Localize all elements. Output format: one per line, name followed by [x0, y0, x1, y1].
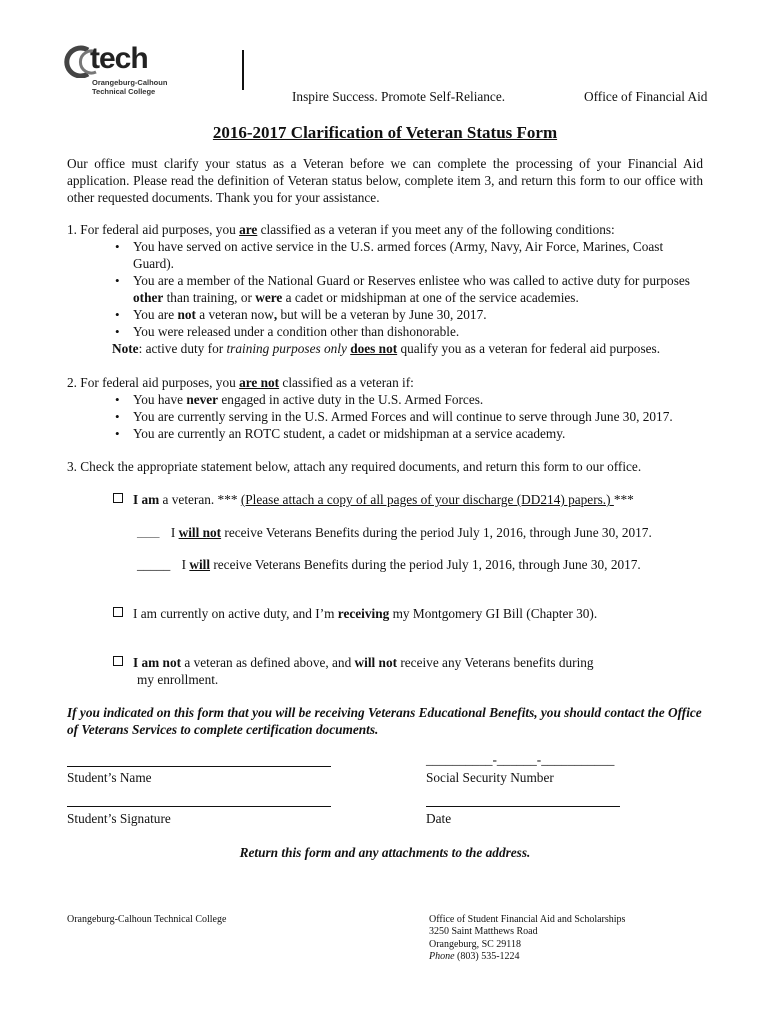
ssn-field[interactable]: __________-______-___________: [426, 752, 615, 767]
intro-paragraph: Our office must clarify your status as a Veteran before we can complete the processing of your Financial Aid application. Please read the definition of Veteran status below, complete item 3, and return this form to our office with other requested documents. Thank you for your assistance.: [67, 156, 703, 205]
student-name-line[interactable]: [67, 766, 331, 767]
list-item: • You are currently an ROTC student, a cadet or midshipman at a service academy.: [113, 425, 713, 442]
active-duty-checkbox[interactable]: [113, 607, 123, 617]
benefits-notice: If you indicated on this form that you will be receiving Veterans Educational Benefits, you should contact the Office of Veterans Services to complete certification documents.: [67, 705, 702, 737]
footer-street: 3250 Saint Matthews Road: [429, 926, 538, 938]
office-name: Office of Financial Aid: [584, 89, 708, 104]
student-name-label: Student’s Name: [67, 770, 152, 785]
signature-line[interactable]: [67, 806, 331, 807]
return-instruction: Return this form and any attachments to the address.: [239, 845, 531, 860]
logo-wordmark: tech: [90, 42, 148, 75]
not-veteran-checkbox[interactable]: [113, 656, 123, 666]
tagline: Inspire Success. Promote Self-Reliance.: [292, 89, 506, 104]
veteran-checkbox[interactable]: [113, 493, 123, 503]
date-line[interactable]: [426, 806, 620, 807]
date-label: Date: [426, 811, 452, 826]
option-will-not-receive: _____ I will not receive Veterans Benefits during the period July 1, 2016, through June 30, 2017.: [137, 525, 652, 540]
section-2-lead: 2. For federal aid purposes, you are not classified as a veteran if:: [67, 375, 414, 390]
list-item: • You were released under a condition other than dishonorable.: [113, 323, 703, 340]
list-item: • You are not a veteran now, but will be a veteran by June 30, 2017.: [113, 306, 703, 323]
option-will-receive: _____ I will receive Veterans Benefits during the period July 1, 2016, through June 30, 2017.: [137, 557, 641, 572]
section-1-lead: 1. For federal aid purposes, you are classified as a veteran if you meet any of the following conditions:: [67, 222, 615, 237]
footer-city: Orangeburg, SC 29118: [429, 938, 521, 950]
footer-college: Orangeburg-Calhoun Technical College: [67, 914, 227, 925]
footer-phone: Phone (803) 535-1224: [429, 950, 520, 962]
header-divider: [242, 50, 244, 90]
section-1: [67, 221, 707, 357]
ssn-label: Social Security Number: [426, 770, 554, 785]
list-item: • You have never engaged in active duty in the U.S. Armed Forces.: [113, 391, 713, 408]
option-veteran: I am a veteran. *** (Please attach a copy of all pages of your discharge (DD214) papers.) ***: [113, 491, 634, 508]
footer-address: [429, 914, 625, 963]
footer-office: Office of Student Financial Aid and Scholarships: [429, 914, 626, 925]
list-item: • You are currently serving in the U.S. Armed Forces and will continue to serve through June 30, 2017.: [113, 408, 713, 425]
logo-line-2: Technical College: [92, 87, 156, 96]
option-active-duty: I am currently on active duty, and I’m receiving my Montgomery GI Bill (Chapter 30).: [113, 605, 597, 622]
college-logo: [60, 42, 220, 102]
section-3-lead: 3. Check the appropriate statement below, attach any required documents, and return this form to our office.: [67, 459, 642, 474]
option-not-veteran: I am not a veteran as defined above, and will not receive any Veterans benefits during my enrollment.: [113, 654, 594, 688]
section-1-note: Note: active duty for training purposes only does not qualify you as a veteran for federal aid purposes.: [112, 341, 661, 356]
list-item: • You have served on active service in the U.S. armed forces (Army, Navy, Air Force, Marines, Coast Guard).: [113, 238, 703, 272]
will-receive-blank[interactable]: _____: [137, 557, 171, 572]
will-not-receive-blank[interactable]: _____: [137, 529, 160, 539]
signature-label: Student’s Signature: [67, 811, 171, 826]
page-title: 2016-2017 Clarification of Veteran Status Form: [212, 123, 558, 142]
list-item: • You are a member of the National Guard or Reserves enlistee who was called to active duty for purposes other than training, or were a cadet or midshipman at one of the service academies.: [113, 272, 703, 306]
logo-line-1: Orangeburg-Calhoun: [92, 78, 168, 87]
section-2: [67, 374, 707, 442]
